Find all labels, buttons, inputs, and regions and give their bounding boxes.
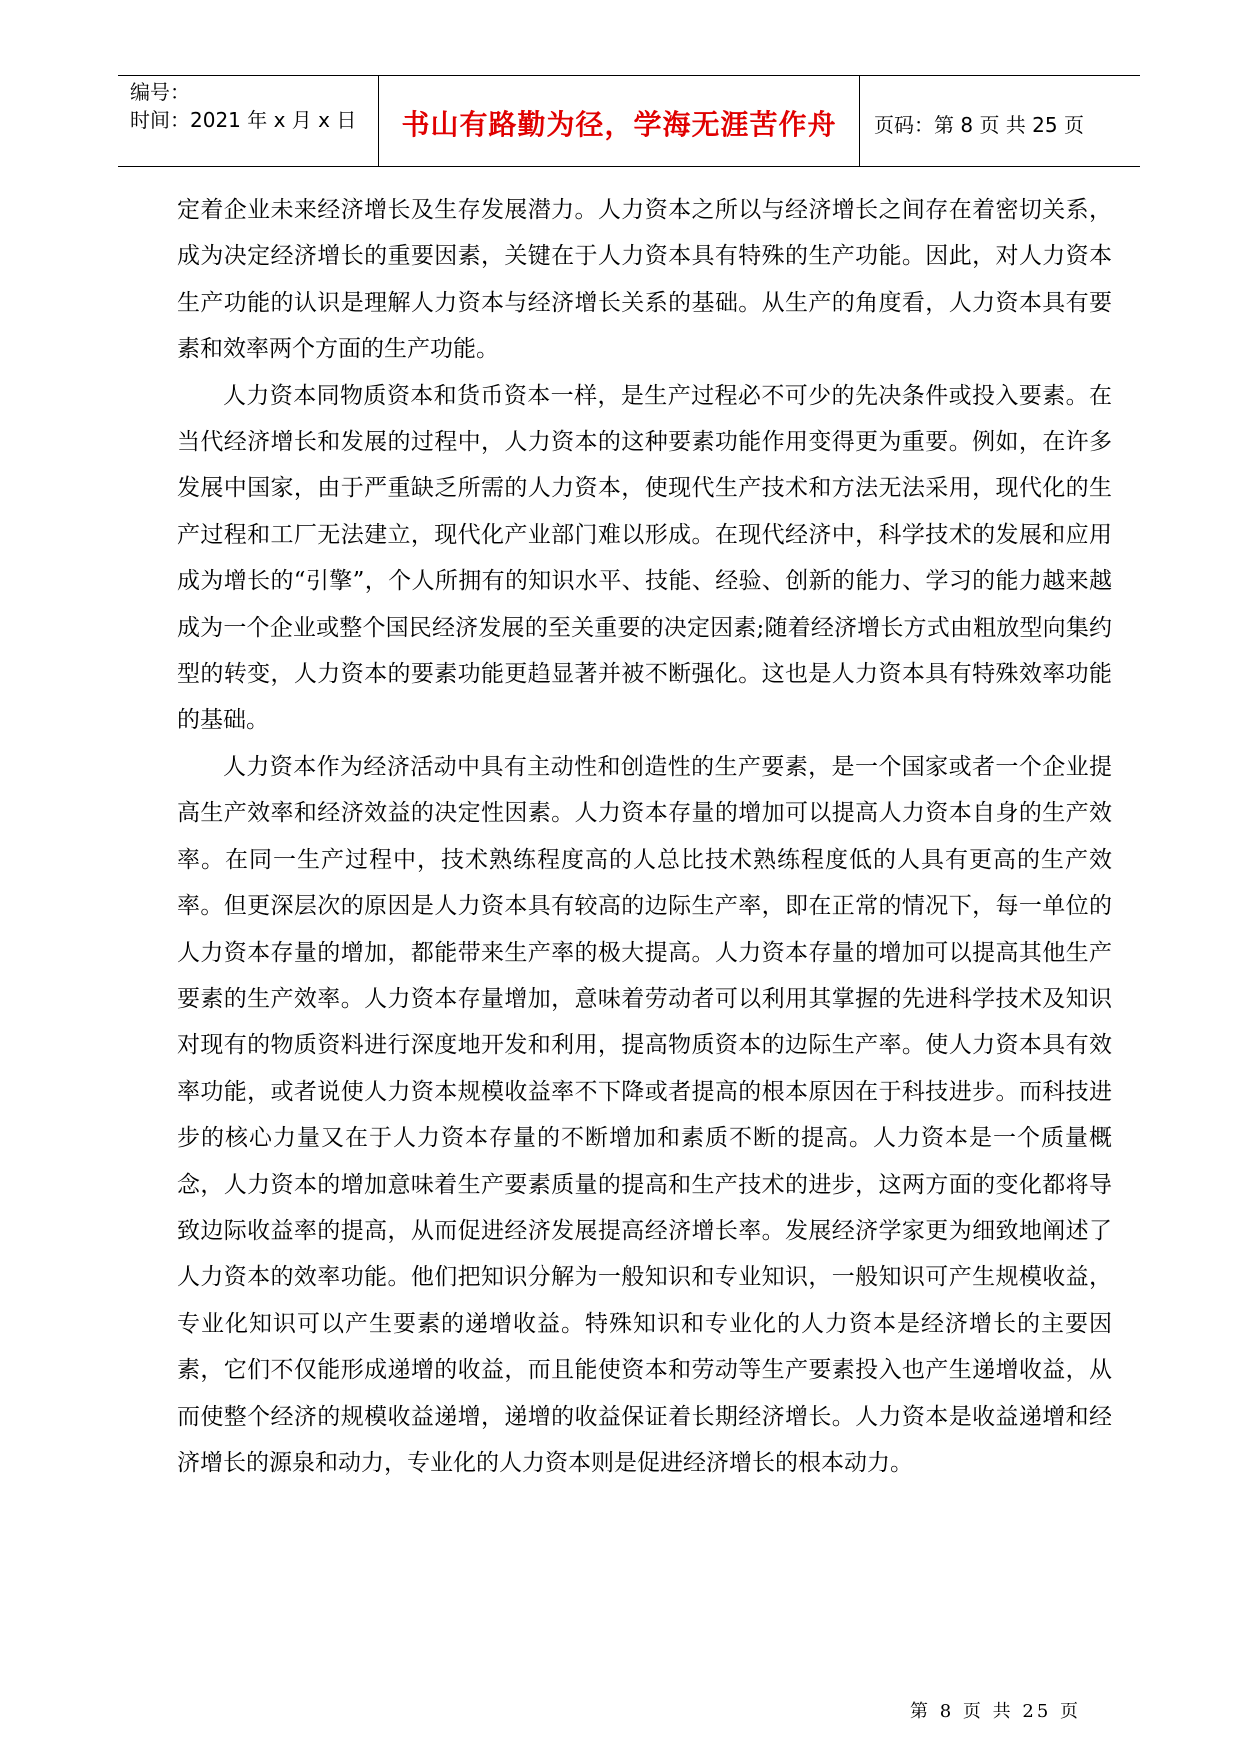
body-paragraph: 定着企业未来经济增长及生存发展潜力。人力资本之所以与经济增长之间存在着密切关系，成为决定经济增长的重要因素，关键在于人力资本具有特殊的生产功能。因此，对人力资本生产功能的认识是理解人力资本与经济增长关系的基础。从生产的角度看，人力资本具有要素和效率两个方面的生产功能。 (177, 197, 1112, 363)
body-paragraph: 人力资本同物质资本和货币资本一样，是生产过程必不可少的先决条件或投入要素。在当代经济增长和发展的过程中，人力资本的这种要素功能作用变得更为重要。例如，在许多发展中国家，由于严重缺乏所需的人力资本，使现代生产技术和方法无法采用，现代化的生产过程和工厂无法建立，现代化产业部门难以形成。在现代经济中，科学技术的发展和应用成为增长的“引擎”，个人所拥有的知识水平、技能、经验、创新的能力、学习的能力越来越成为一个企业或整个国民经济发展的至关重要的决定因素;随着经济增长方式由粗放型向集约型的转变，人力资本的要素功能更趋显著并被不断强化。这也是人力资本具有特殊效率功能的基础。 (177, 382, 1112, 734)
body-paragraph: 人力资本作为经济活动中具有主动性和创造性的生产要素，是一个国家或者一个企业提高生产效率和经济效益的决定性因素。人力资本存量的增加可以提高人力资本自身的生产效率。在同一生产过程中，技术熟练程度高的人总比技术熟练程度低的人具有更高的生产效率。但更深层次的原因是人力资本具有较高的边际生产率，即在正常的情况下，每一单位的人力资本存量的增加，都能带来生产率的极大提高。人力资本存量的增加可以提高其他生产要素的生产效率。人力资本存量增加，意味着劳动者可以利用其掌握的先进科学技术及知识对现有的物质资料进行深度地开发和利用，提高物质资本的边际生产率。使人力资本具有效率功能，或者说使人力资本规模收益率不下降或者提高的根本原因在于科技进步。而科技进步的核心力量又在于人力资本存量的不断增加和素质不断的提高。人力资本是一个质量概念，人力资本的增加意味着生产要素质量的提高和生产技术的进步，这两方面的变化都将导致边际收益率的提高，从而促进经济发展提高经济增长率。发展经济学家更为细致地阐述了人力资本的效率功能。他们把知识分解为一般知识和专业知识，一般知识可产生规模收益，专业化知识可以产生要素的递增收益。特殊知识和专业化的人力资本是经济增长的主要因素，它们不仅能形成递增的收益，而且能使资本和劳动等生产要素投入也产生递增收益，从而使整个经济的规模收益递增，递增的收益保证着长期经济增长。人力资本是收益递增和经济增长的源泉和动力，专业化的人力资本则是促进经济增长的根本动力。 (177, 753, 1112, 1476)
document-body (177, 187, 1112, 1486)
document-date-label: 时间：2021 年 x 月 x 日 (130, 108, 357, 132)
header-motto: 书山有路勤为径，学海无涯苦作舟 (378, 76, 860, 166)
document-number-label: 编号： (130, 80, 190, 104)
page-footer: 第 8 页 共 25 页 (910, 1701, 1081, 1722)
page-header (118, 75, 1140, 167)
header-page-number: 页码：第 8 页 共 25 页 (874, 112, 1084, 137)
header-meta (118, 76, 378, 166)
